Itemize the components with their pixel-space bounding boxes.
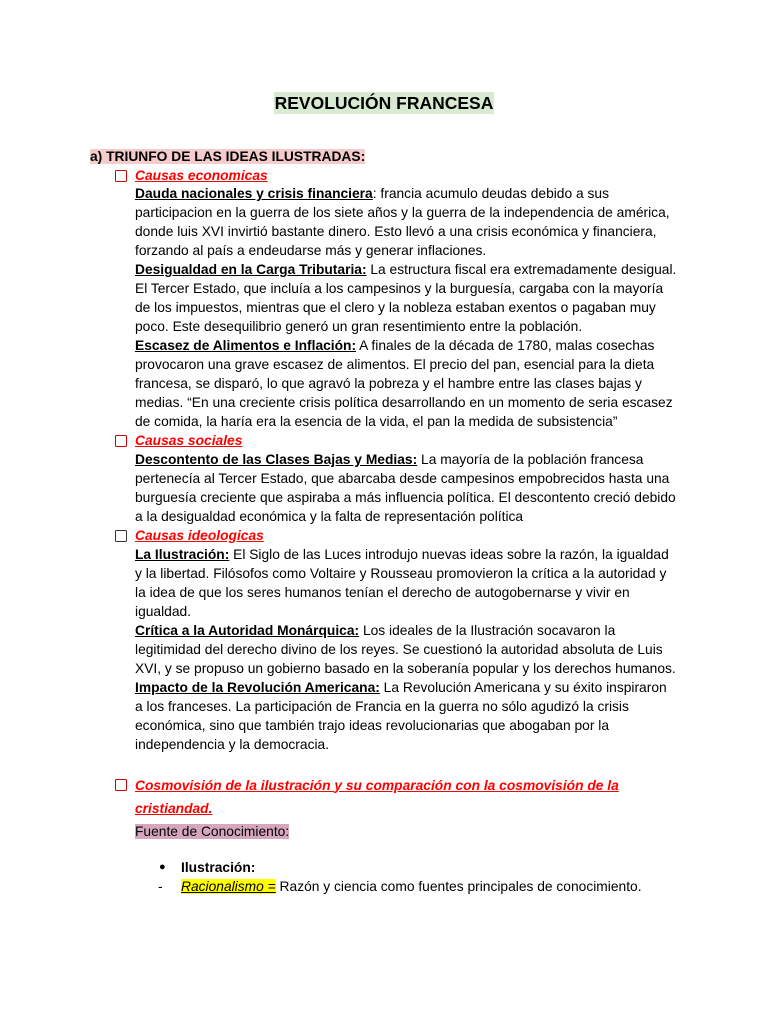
paragraph-line: a la desigualdad económica y la falta de representación política bbox=[135, 508, 524, 524]
section-heading bbox=[90, 147, 365, 167]
dash-content bbox=[181, 877, 642, 896]
paragraph-line: independencia y la democracia. bbox=[135, 736, 330, 752]
checkbox-icon[interactable] bbox=[115, 530, 127, 542]
paragraph-term: Crítica a la Autoridad Monárquica: bbox=[135, 622, 360, 638]
paragraph-line: pertenecía al Tercer Estado, que abarcaba desde campesinos empobrecidos hasta una bbox=[135, 471, 670, 486]
paragraph-term: Descontento de las Clases Bajas y Medias: bbox=[135, 452, 418, 468]
source-subheading-text: Fuente de Conocimiento: bbox=[135, 824, 290, 839]
paragraph-line: y la libertad. Filósofos como Voltaire y Rousseau promovieron la crítica a la autoridad y bbox=[135, 565, 667, 581]
paragraph-line: provocaron una grave escasez de alimentos. El precio del pan, esencial para la dieta bbox=[135, 357, 655, 373]
paragraph-text: La mayoría de la población francesa bbox=[417, 452, 644, 468]
paragraph-line: poco. Este desequilibrio generó un gran resentimiento entre la población. bbox=[135, 319, 583, 335]
dash-text: Razón y ciencia como fuentes principales de conocimiento. bbox=[275, 878, 642, 894]
cosmovision-line bbox=[0, 797, 768, 820]
paragraph-term: Impacto de la Revolución Americana: bbox=[135, 679, 380, 695]
paragraph-line: burguesía creciente que aspiraba a más influencia política. El descontento creció debido bbox=[135, 489, 676, 505]
dash-item bbox=[0, 877, 768, 896]
checklist-item-ideologicas bbox=[0, 527, 768, 546]
paragraph-line bbox=[0, 261, 768, 280]
cause-label-ideologicas: Causas ideologicas bbox=[135, 527, 264, 543]
checkbox-icon[interactable] bbox=[115, 170, 127, 182]
paragraph-term: Escasez de Alimentos e Inflación: bbox=[135, 338, 357, 354]
paragraph-line: forzando al país a endeudarse más y generar inflaciones. bbox=[135, 243, 487, 259]
paragraph-text: El Siglo de las Luces introdujo nuevas ideas sobre la razón, la igualdad bbox=[229, 546, 669, 562]
paragraph-line: francesa, se disparó, lo que agravó la pobreza y el hambre entre las clases bajas y bbox=[135, 376, 642, 392]
paragraph-line bbox=[0, 679, 768, 698]
source-subheading bbox=[135, 822, 289, 842]
paragraph-text: A finales de la década de 1780, malas cosechas bbox=[356, 338, 655, 354]
checklist-item-sociales bbox=[0, 432, 768, 451]
title-block bbox=[0, 92, 768, 114]
paragraph-line: medias. “En una creciente crisis política desarrollando en un momento de seria escasez bbox=[135, 395, 673, 411]
paragraph-text: Los ideales de la Ilustración socavaron la bbox=[359, 622, 616, 638]
cause-label-economicas: Causas economicas bbox=[135, 167, 268, 183]
checklist-item-cosmovision bbox=[0, 774, 768, 820]
paragraph-text: : francia acumulo deudas debido a sus bbox=[372, 186, 609, 202]
checkbox-icon[interactable] bbox=[115, 435, 127, 447]
paragraph-line: participacion en la guerra de los siete años y la guerra de la independencia de américa, bbox=[135, 205, 670, 221]
paragraph-line: donde luis XVI invirtió bastante dinero. Esto llevó a una crisis económica y financiera, bbox=[135, 224, 657, 240]
paragraph-line: legitimidad del derecho divino de los reyes. Se cuestionó la autoridad absoluta de Luis bbox=[135, 641, 663, 657]
paragraph-text: La Revolución Americana y su éxito inspiraron bbox=[379, 679, 667, 695]
section-heading-text: a) TRIUNFO DE LAS IDEAS ILUSTRADAS: bbox=[90, 149, 366, 164]
paragraph-line bbox=[0, 451, 768, 470]
paragraph-line bbox=[0, 185, 768, 204]
bullet-item bbox=[0, 858, 768, 877]
paragraph-line: El Tercer Estado, que incluía a los campesinos y la burguesía, cargaba con la mayoría bbox=[135, 281, 664, 297]
paragraph-line: igualdad. bbox=[135, 603, 192, 619]
highlighted-term: Racionalismo = bbox=[181, 878, 276, 894]
dash-marker: - bbox=[158, 878, 163, 894]
bullet-dot-icon: ● bbox=[159, 860, 166, 873]
checkbox-icon[interactable] bbox=[115, 779, 127, 791]
paragraph-term: La Ilustración: bbox=[135, 546, 230, 562]
paragraph-line bbox=[0, 546, 768, 565]
paragraph-line: a los franceses. La participación de Francia en la guerra no sólo agudizó la crisis bbox=[135, 698, 629, 714]
cause-label-cosmovision-cont: cristiandad. bbox=[135, 800, 213, 816]
paragraph-line: económica, sino que también trajo ideas revolucionarias que abogaban por la bbox=[135, 717, 609, 733]
paragraph-line: la idea de que los seres humanos tenían el derecho de autogobernarse y vivir en bbox=[135, 584, 630, 600]
cause-label-sociales: Causas sociales bbox=[135, 433, 243, 449]
cause-label-cosmovision: Cosmovisión de la ilustración y su comparación con la cosmovisión de la bbox=[135, 777, 619, 793]
bullet-text: Ilustración: bbox=[181, 859, 256, 875]
paragraph-text: La estructura fiscal era extremadamente desigual. bbox=[366, 262, 677, 278]
cosmovision-line bbox=[0, 774, 768, 797]
paragraph-line bbox=[0, 337, 768, 356]
paragraph-line: de comida, la haría era la esencia de la vida, el pan la medida de subsistencia” bbox=[135, 414, 618, 430]
paragraph-line: de los impuestos, mientras que el clero y la nobleza estaban exentos o pagaban muy bbox=[135, 300, 656, 316]
document-title: REVOLUCIÓN FRANCESA bbox=[274, 93, 494, 113]
paragraph-line: XVI, y se propuso un gobierno basado en la soberanía popular y los derechos humanos. bbox=[135, 660, 676, 676]
paragraph-line bbox=[0, 622, 768, 641]
paragraph-term: Dauda nacionales y crisis financiera bbox=[135, 186, 373, 202]
checklist-item-economicas bbox=[0, 167, 768, 186]
paragraph-term: Desigualdad en la Carga Tributaria: bbox=[135, 262, 367, 278]
checklist bbox=[0, 167, 768, 755]
